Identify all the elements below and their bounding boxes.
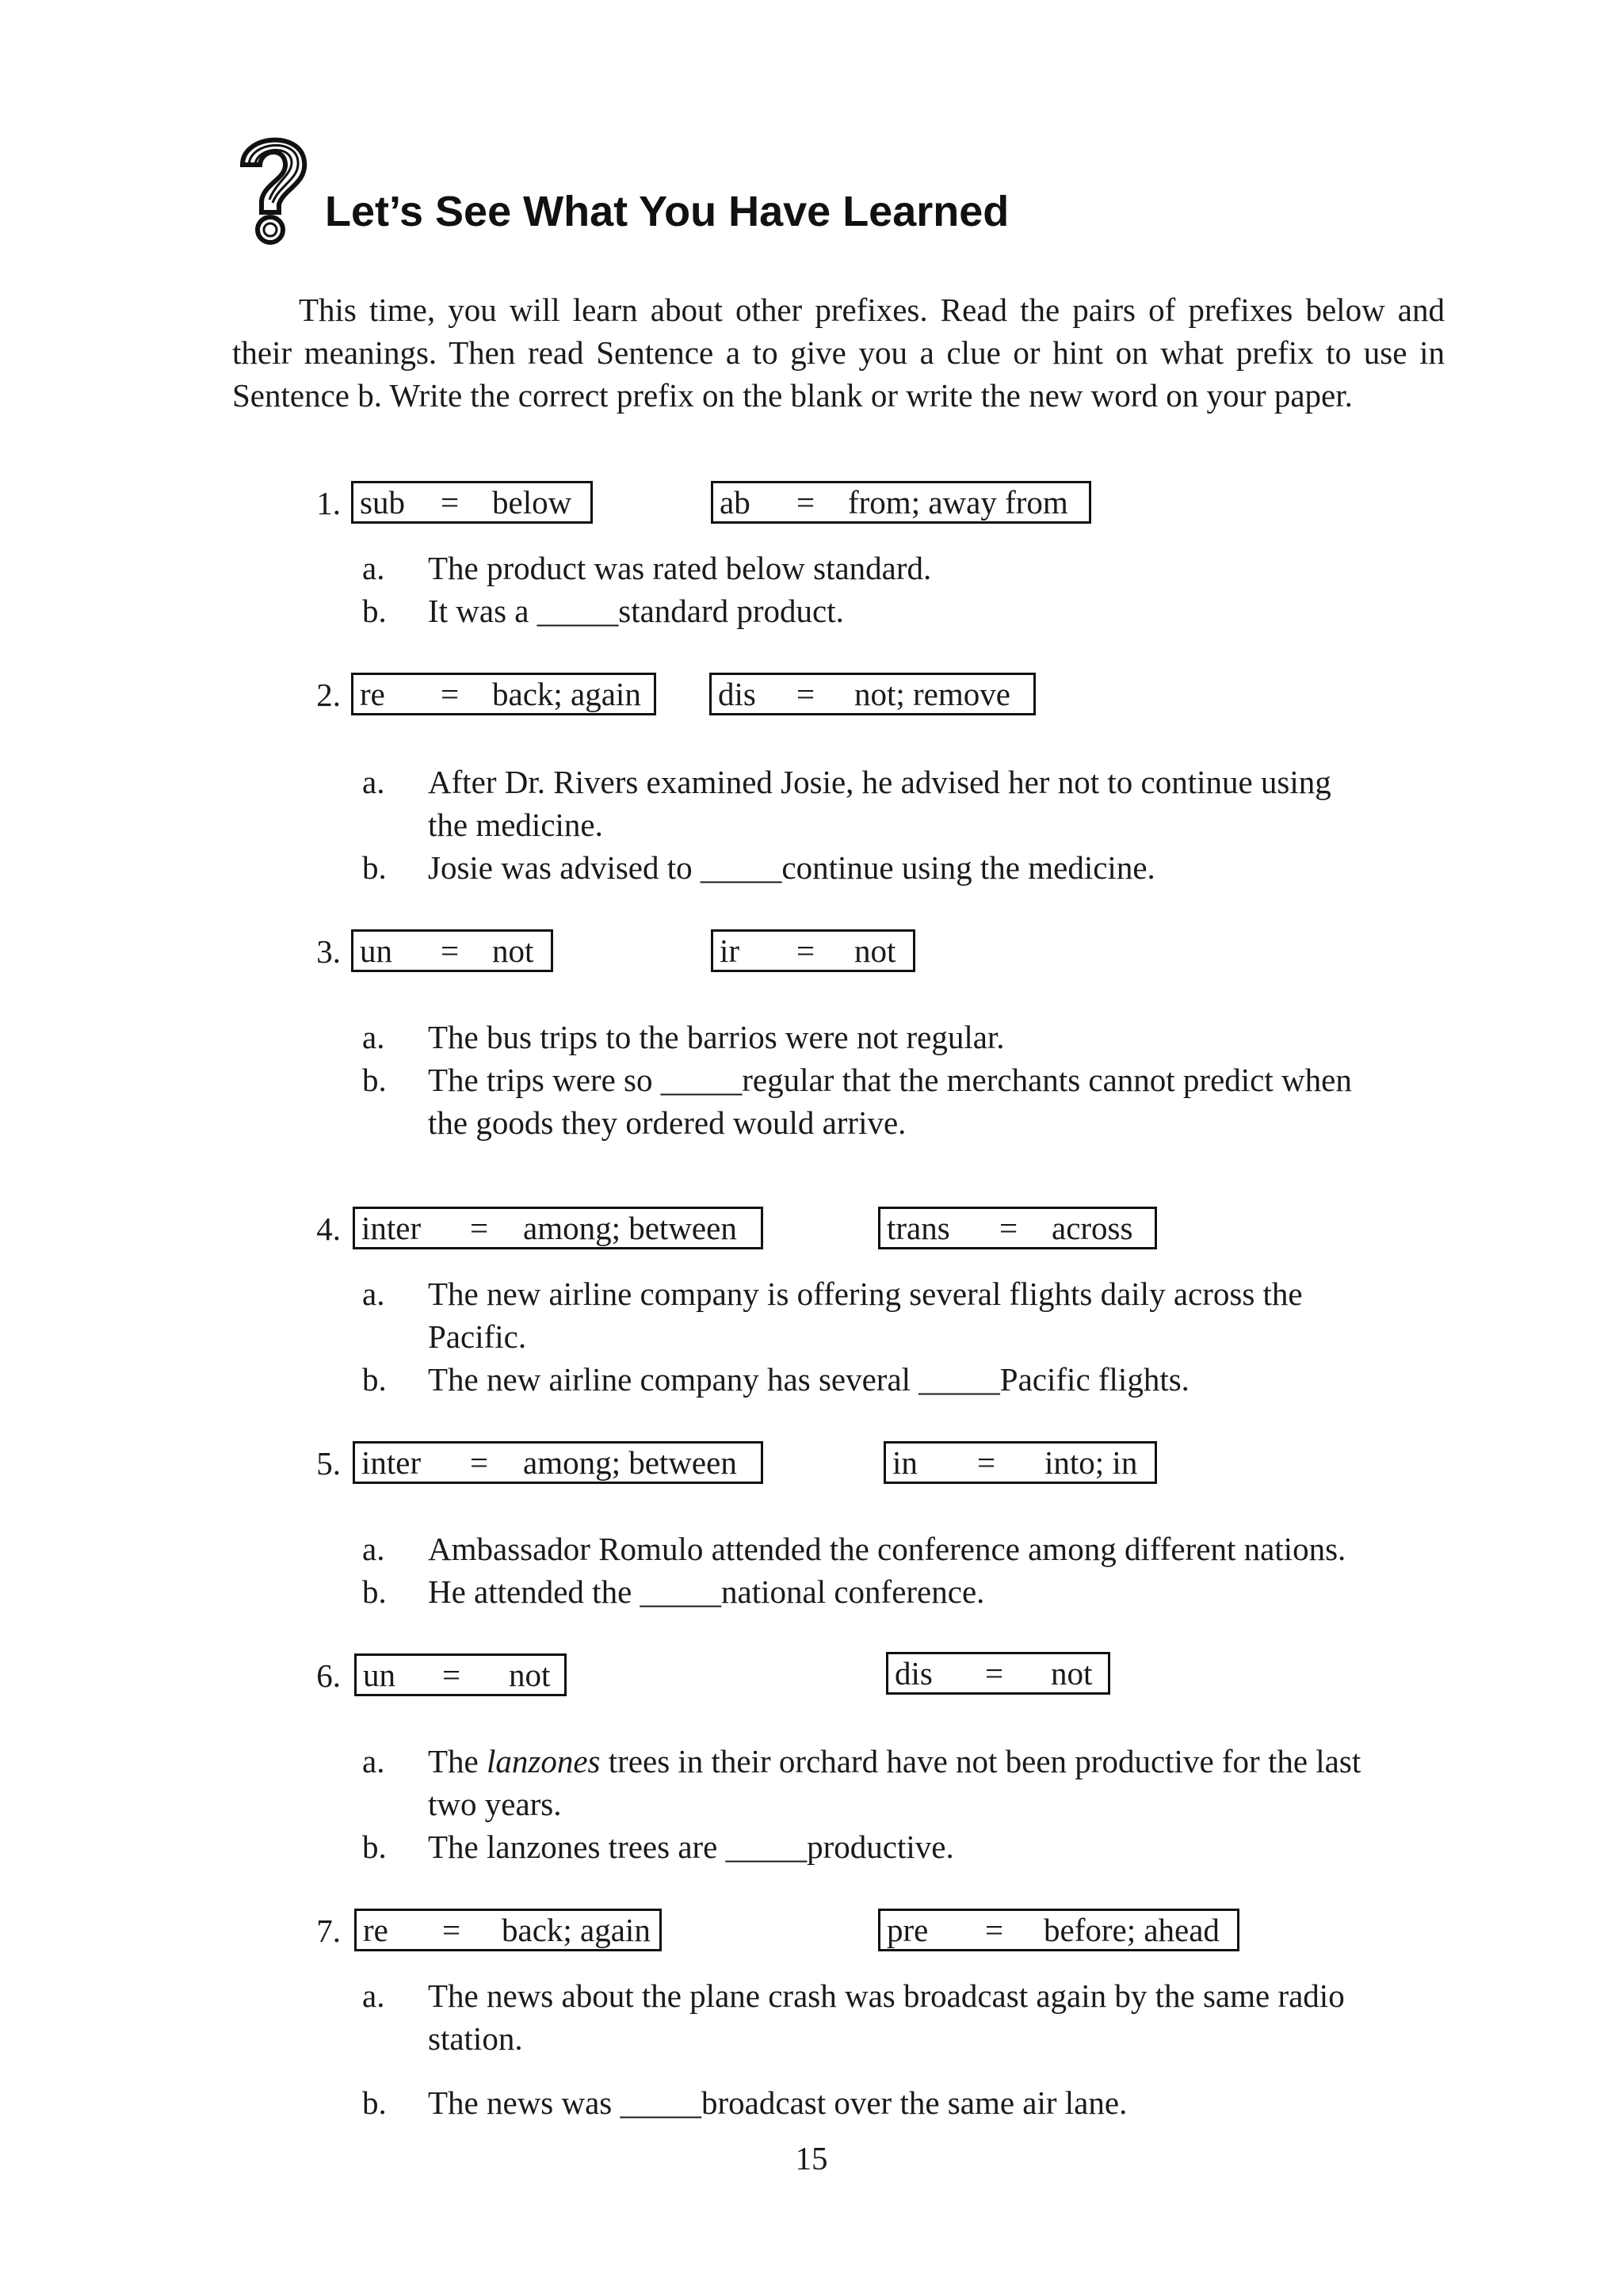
prefix: in	[892, 1444, 918, 1481]
prefix: trans	[887, 1210, 950, 1246]
equals-sign: =	[796, 484, 815, 521]
meaning: not; remove	[854, 676, 1010, 712]
prefix-box-right	[709, 673, 1036, 715]
equals-sign: =	[470, 1210, 489, 1246]
item-number: 6.	[316, 1657, 341, 1694]
sentence-b-label: b.	[362, 1829, 387, 1865]
sentence-a: The bus trips to the barrios were not regular.	[428, 1019, 1005, 1055]
sentence-a: The news about the plane crash was broadcast again by the same radio	[428, 1978, 1345, 2014]
sentence-b: He attended the _____national conference.	[428, 1573, 985, 1610]
sentence-a-end: trees in their orchard have not been productive for the last	[600, 1743, 1361, 1779]
prefix: inter	[361, 1444, 422, 1481]
question-mark-icon	[228, 127, 315, 246]
meaning: before; ahead	[1044, 1912, 1220, 1948]
sentence-a-label: a.	[362, 1743, 385, 1779]
sentence-b-label: b.	[362, 849, 387, 886]
intro-paragraph: This time, you will learn about other prefixes. Read the pairs of prefixes below and their meanings. Then read Sentence a to give you a clue or hint on what prefix to use in Sentence b. Write the correct prefix on the blank or write the new word on your paper.	[232, 292, 1445, 414]
equals-sign: =	[977, 1444, 996, 1481]
prefix: dis	[718, 676, 756, 712]
sentence-a: Ambassador Romulo attended the conference among different nations.	[428, 1531, 1346, 1567]
sentence-b-label: b.	[362, 593, 387, 629]
sentence-b-label: b.	[362, 1361, 387, 1398]
prefix-box-right	[878, 1207, 1157, 1249]
sentence-a-label: a.	[362, 550, 385, 586]
sentence-a-continued: the medicine.	[428, 807, 603, 843]
prefix-box-left	[353, 1207, 763, 1249]
prefix: dis	[895, 1655, 933, 1691]
prefix: re	[360, 676, 385, 712]
equals-sign: =	[985, 1655, 1004, 1691]
sentence-a-start: The	[428, 1743, 487, 1779]
item-number: 2.	[316, 677, 341, 713]
meaning: among; between	[523, 1444, 737, 1481]
item-number: 3.	[316, 933, 341, 970]
equals-sign: =	[442, 1912, 461, 1948]
meaning: not	[492, 933, 534, 969]
sentence-b-label: b.	[362, 1573, 387, 1610]
equals-sign: =	[470, 1444, 489, 1481]
sentence-a: The new airline company is offering several flights daily across the	[428, 1276, 1303, 1312]
prefix: ir	[720, 933, 740, 969]
item-number: 5.	[316, 1445, 341, 1482]
prefix: inter	[361, 1210, 422, 1246]
equals-sign: =	[999, 1210, 1018, 1246]
prefix: ab	[720, 484, 750, 521]
equals-sign: =	[985, 1912, 1004, 1948]
sentence-a-label: a.	[362, 1276, 385, 1312]
prefix: sub	[360, 484, 405, 521]
prefix-box-left	[351, 481, 593, 524]
sentence-a-label: a.	[362, 1019, 385, 1055]
meaning: not	[1051, 1655, 1093, 1691]
item-number: 7.	[316, 1913, 341, 1949]
equals-sign: =	[796, 676, 815, 712]
equals-sign: =	[442, 1657, 461, 1693]
sentence-b: It was a _____standard product.	[428, 593, 844, 629]
item-number: 1.	[316, 485, 341, 521]
sentence-a-label: a.	[362, 1978, 385, 2014]
sentence-b: The trips were so _____regular that the merchants cannot predict when	[428, 1062, 1352, 1098]
sentence-b: The lanzones trees are _____productive.	[428, 1829, 954, 1865]
page-title: Let’s See What You Have Learned	[325, 188, 1010, 235]
sentence-a	[428, 1740, 1623, 1783]
prefix-box-right	[711, 929, 915, 972]
equals-sign: =	[441, 676, 460, 712]
prefix-box-left	[354, 1909, 662, 1951]
prefix-box-left	[351, 929, 553, 972]
meaning: into; in	[1044, 1444, 1138, 1481]
meaning: across	[1052, 1210, 1133, 1246]
instructions	[232, 288, 1445, 417]
prefix-box-right	[711, 481, 1091, 524]
prefix: re	[363, 1912, 388, 1948]
meaning: below	[492, 484, 572, 521]
page-number: 15	[795, 2140, 828, 2176]
prefix-box-right	[878, 1909, 1239, 1951]
meaning: among; between	[523, 1210, 737, 1246]
sentence-a-continued: Pacific.	[428, 1318, 527, 1355]
prefix: pre	[887, 1912, 929, 1948]
prefix-box-left	[354, 1653, 567, 1696]
sentence-a-continued: station.	[428, 2020, 523, 2057]
prefix-box-right	[886, 1652, 1110, 1695]
sentence-b: The news was _____broadcast over the same air lane.	[428, 2084, 1128, 2121]
prefix-box-right	[884, 1441, 1157, 1484]
sentence-b: The new airline company has several _____Pacific flights.	[428, 1361, 1190, 1398]
sentence-a-label: a.	[362, 1531, 385, 1567]
emphasized-word: lanzones	[487, 1743, 601, 1779]
sentence-b-label: b.	[362, 1062, 387, 1098]
sentence-a-label: a.	[362, 764, 385, 800]
meaning: not	[509, 1657, 551, 1693]
meaning: not	[854, 933, 896, 969]
sentence-b: Josie was advised to _____continue using the medicine.	[428, 849, 1155, 886]
equals-sign: =	[441, 484, 460, 521]
sentence-b-continued: the goods they ordered would arrive.	[428, 1104, 907, 1141]
sentence-a: After Dr. Rivers examined Josie, he advised her not to continue using	[428, 764, 1331, 800]
equals-sign: =	[796, 933, 815, 969]
prefix: un	[363, 1657, 395, 1693]
meaning: back; again	[492, 676, 641, 712]
prefix: un	[360, 933, 392, 969]
meaning: from; away from	[848, 484, 1068, 521]
item-number: 4.	[316, 1211, 341, 1247]
prefix-box-left	[353, 1441, 763, 1484]
equals-sign: =	[441, 933, 460, 969]
sentence-b-label: b.	[362, 2084, 387, 2121]
prefix-box-left	[351, 673, 656, 715]
meaning: back; again	[502, 1912, 651, 1948]
sentence-a: The product was rated below standard.	[428, 550, 932, 586]
sentence-a-continued: two years.	[428, 1786, 562, 1822]
